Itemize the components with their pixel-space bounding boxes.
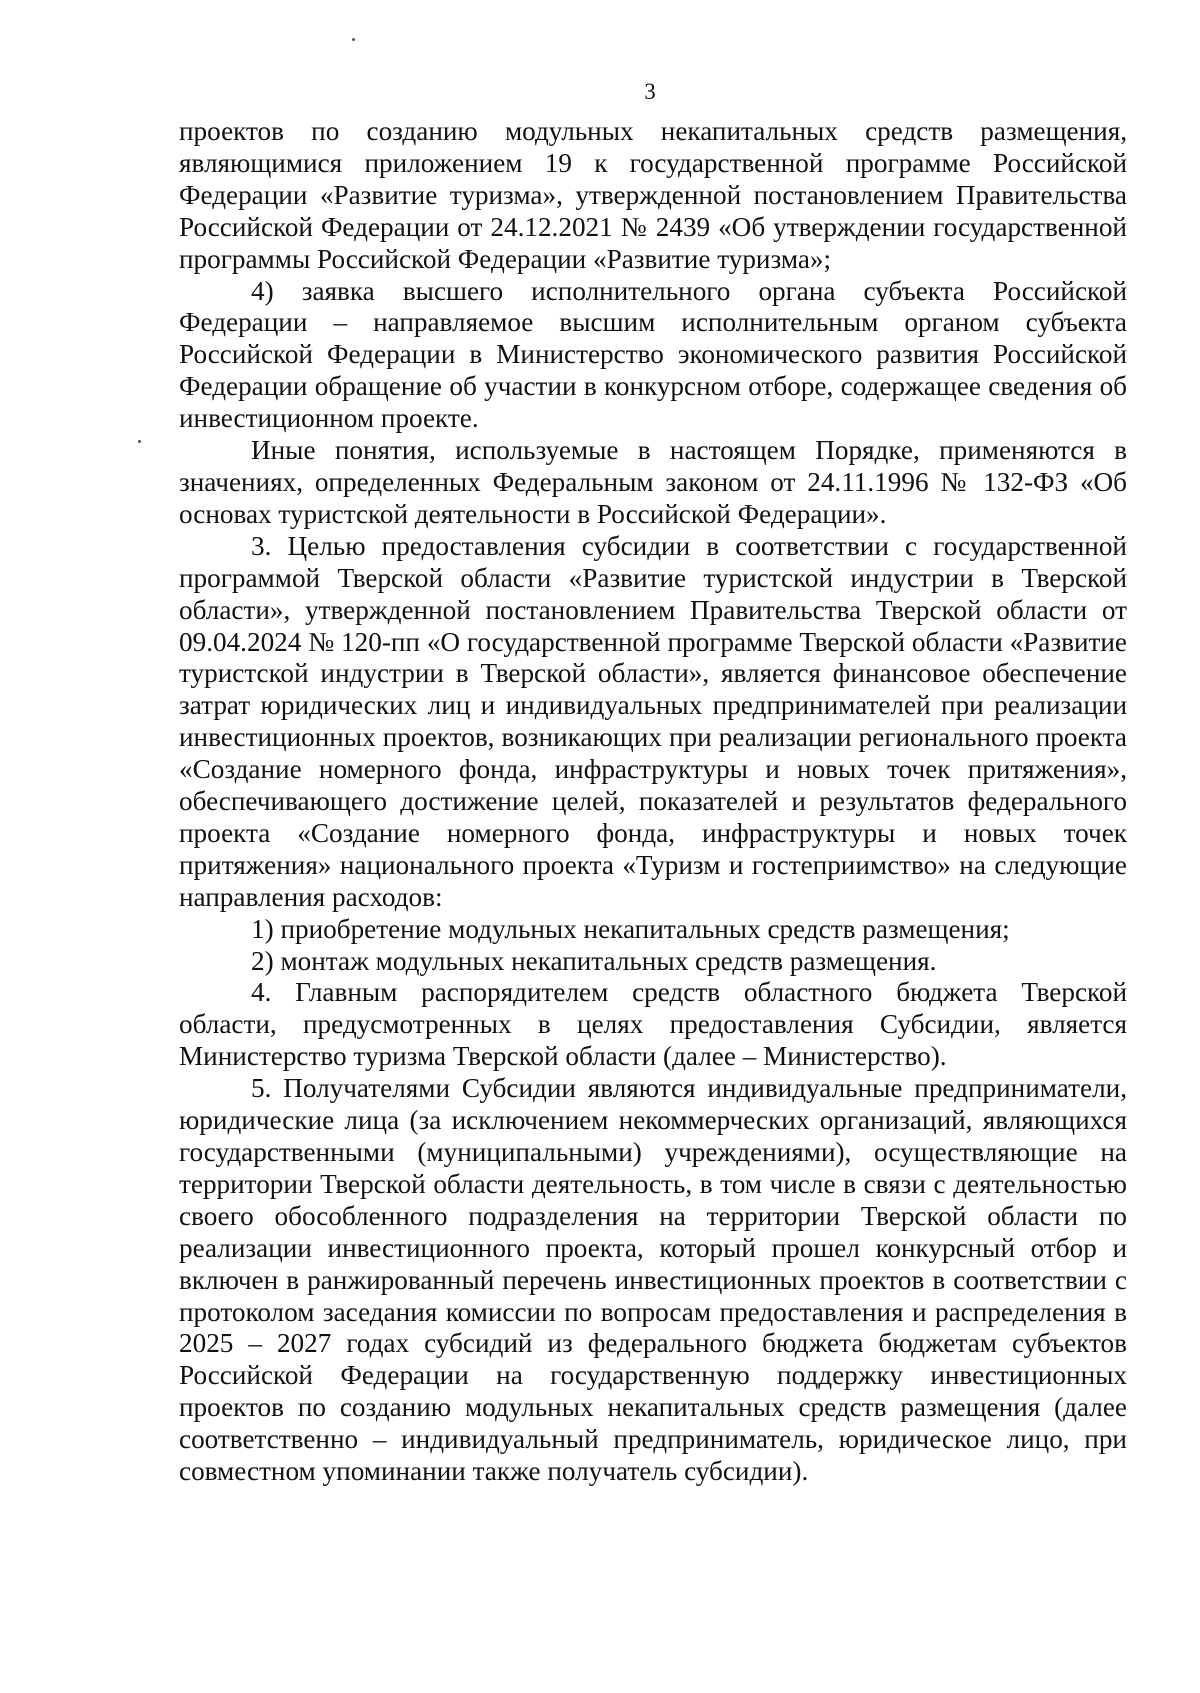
paragraph-section-5: 5. Получателями Субсидии являются индивидуальные предприниматели, юридические лица (за исключением некоммерческих организаций, являющихся государственными (муниципальными) учреждениями), осуществляющие на территории Тверской области деятельность, в том числе в связи с деятельностью своего обособленного подразделения на территории Тверской области по реализации инвестиционного проекта, который прошел конкурсный отбор и включен в ранжированный перечень инвестиционных проектов в соответствии с протоколом заседания комиссии по вопросам предоставления и распределения в 2025 – 2027 годах субсидий из федерального бюджета бюджетам субъектов Российской Федерации на государственную поддержку инвестиционных проектов по созданию модульных некапитальных средств размещения (далее соответственно – индивидуальный предприниматель, юридическое лицо, при совместном упоминании также получатель субсидии). xyxy=(179,1073,1127,1487)
paragraph-other-terms: Иные понятия, используемые в настоящем Порядке, применяются в значениях, определенных Федеральным законом от 24.11.1996 № 132-ФЗ «Об основах туристской деятельности в Российской Федерации». xyxy=(179,435,1127,529)
paragraph-section-3: 3. Целью предоставления субсидии в соответствии с государственной программой Тверской области «Развитие туристской индустрии в Тверской области», утвержденной постановлением Правительства Тверской области от 09.04.2024 № 120-пп «О государственной программе Тверской области «Развитие туристской индустрии в Тверской области», является финансовое обеспечение затрат юридических лиц и индивидуальных предпринимателей при реализации инвестиционных проектов, возникающих при реализации регионального проекта «Создание номерного фонда, инфраструктуры и новых точек притяжения», обеспечивающего достижение целей, показателей и результатов федерального проекта «Создание номерного фонда, инфраструктуры и новых точек притяжения» национального проекта «Туризм и гостеприимство» на следующие направления расходов: xyxy=(179,530,1127,912)
page-number: 3 xyxy=(644,79,656,104)
paragraph-expense-1: 1) приобретение модульных некапитальных средств размещения; xyxy=(251,913,1010,944)
scan-speck xyxy=(352,38,355,41)
paragraph-continuation: проектов по созданию модульных некапитальных средств размещения, являющимися приложением 19 к государственной программе Российской Федерации «Развитие туризма», утвержденной постановлением Правительства Российской Федерации от 24.12.2021 № 2439 «Об утверждении государственной программы Российской Федерации «Развитие туризма»; xyxy=(179,116,1127,274)
paragraph-section-4: 4. Главным распорядителем средств областного бюджета Тверской области, предусмотренных в целях предоставления Субсидии, является Министерство туризма Тверской области (далее – Министерство). xyxy=(179,977,1127,1072)
scan-speck xyxy=(138,440,141,443)
paragraph-expense-2: 2) монтаж модульных некапитальных средств размещения. xyxy=(251,945,937,976)
paragraph-item-4: 4) заявка высшего исполнительного органа субъекта Российской Федерации – направляемое высшим исполнительным органом субъекта Российской Федерации в Министерство экономического развития Российской Федерации обращение об участии в конкурсном отборе, содержащее сведения об инвестиционном проекте. xyxy=(179,275,1127,434)
document-body xyxy=(179,116,1127,1488)
